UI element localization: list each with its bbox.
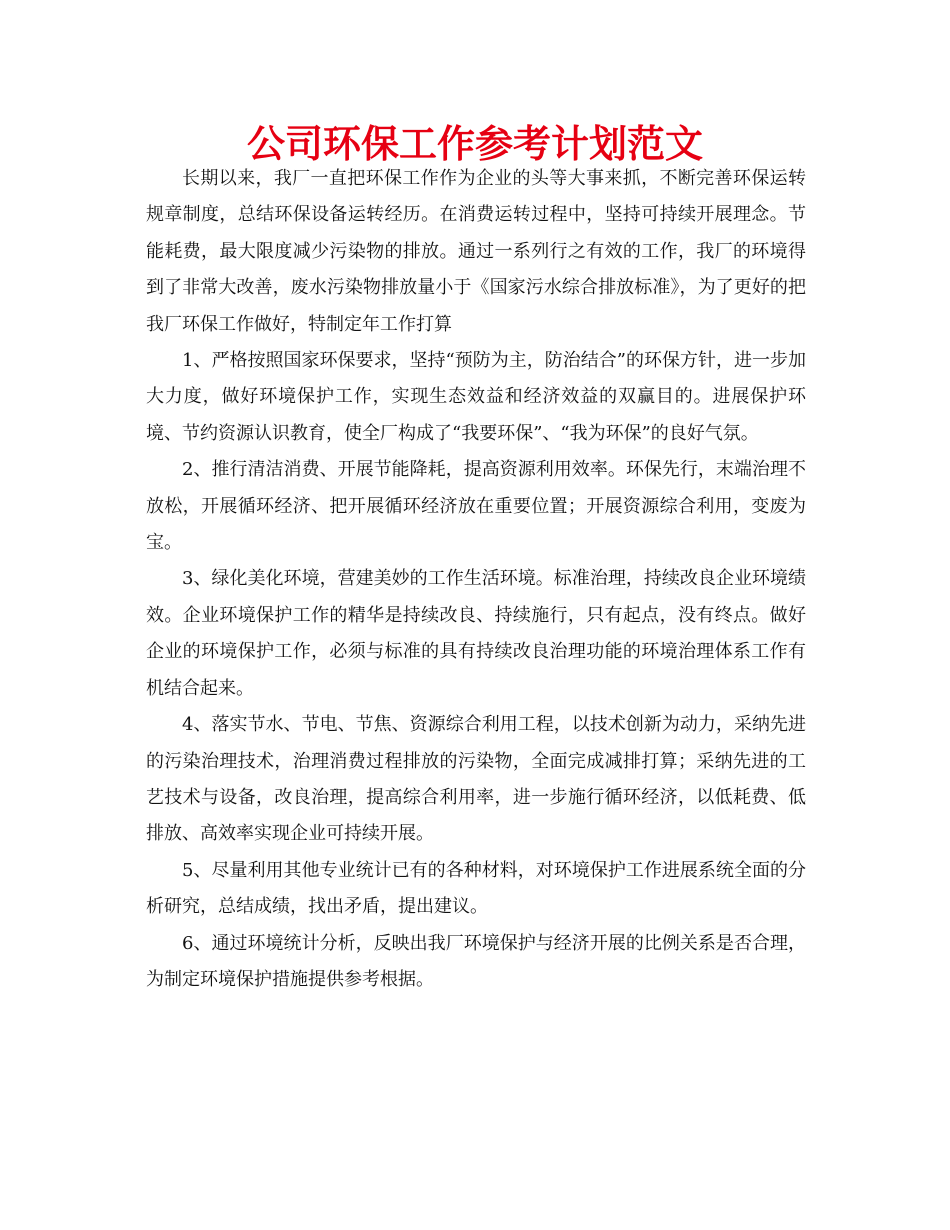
paragraph-item-5: 5、尽量利用其他专业统计已有的各种材料，对环境保护工作进展系统全面的分析研究，总结成绩，找出矛盾，提出建议。: [146, 859, 806, 918]
paragraph-item-1: 1、严格按照国家环保要求，坚持“预防为主，防治结合”的环保方针，进一步加大力度，做好环境保护工作，实现生态效益和经济效益的双赢目的。进展保护环境、节约资源认识教育，使全厂构成了“我要环保”、“我为环保”的良好气氛。: [146, 350, 806, 444]
document-body: [146, 161, 806, 998]
paragraph-item-6: 6、通过环境统计分析，反映出我厂环境保护与经济开展的比例关系是否合理，为制定环境保护措施提供参考根据。: [146, 932, 806, 990]
paragraph-item-3: 3、绿化美化环境，营建美妙的工作生活环境。标准治理，持续改良企业环境绩效。企业环境保护工作的精华是持续改良、持续施行，只有起点，没有终点。做好企业的环境保护工作，必须与标准的具有持续改良治理功能的环境治理体系工作有机结合起来。: [146, 568, 806, 699]
paragraph-item-4: 4、落实节水、节电、节焦、资源综合利用工程，以技术创新为动力，采纳先进的污染治理技术，治理消费过程排放的污染物，全面完成减排打算；采纳先进的工艺技术与设备，改良治理，提高综合利用率，进一步施行循环经济，以低耗费、低排放、高效率实现企业可持续开展。: [146, 714, 806, 845]
paragraph-intro: 长期以来，我厂一直把环保工作作为企业的头等大事来抓，不断完善环保运转规章制度，总结环保设备运转经历。在消费运转过程中，坚持可持续开展理念。节能耗费，最大限度减少污染物的排放。通过一系列行之有效的工作，我厂的环境得到了非常大改善，废水污染物排放量小于《国家污水综合排放标准》，为了更好的把我厂环保工作做好，特制定年工作打算: [146, 168, 806, 335]
paragraph-item-2: 2、推行清洁消费、开展节能降耗，提高资源利用效率。环保先行，末端治理不放松，开展循环经济、把开展循环经济放在重要位置；开展资源综合利用，变废为宝。: [146, 459, 806, 554]
document-title: 公司环保工作参考计划范文: [246, 122, 703, 166]
